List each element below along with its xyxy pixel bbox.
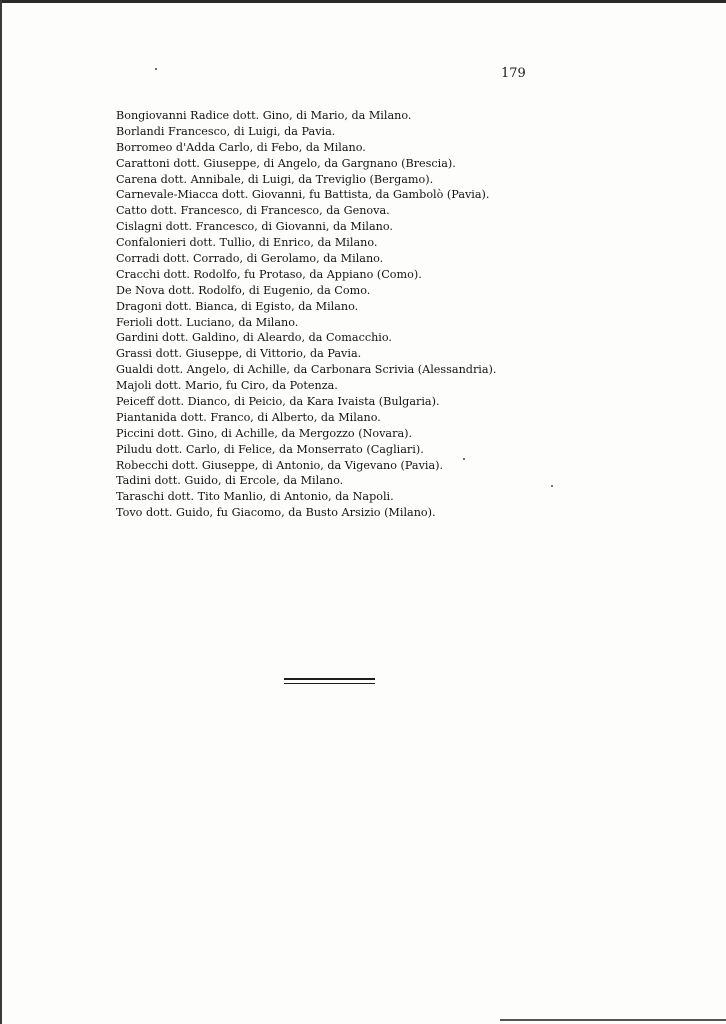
scan-border-bottom	[500, 1019, 726, 1021]
list-item: Gardini dott. Galdino, di Aleardo, da Comacchio.	[116, 331, 392, 345]
list-item: Carattoni dott. Giuseppe, di Angelo, da Gargnano (Brescia).	[116, 156, 456, 170]
list-item: Majoli dott. Mario, fu Ciro, da Potenza.	[116, 379, 338, 393]
list-item: Bongiovanni Radice dott. Gino, di Mario, da Milano.	[116, 109, 412, 122]
scan-border-left	[0, 0, 2, 1024]
list-item: Dragoni dott. Bianca, di Egisto, da Milano.	[116, 299, 359, 313]
list-item: De Nova dott. Rodolfo, di Eugenio, da Como.	[116, 283, 371, 297]
list-item: Piantanida dott. Franco, di Alberto, da Milano.	[116, 410, 381, 424]
list-item: Catto dott. Francesco, di Francesco, da Genova.	[116, 204, 390, 218]
list-item: Gualdi dott. Angelo, di Achille, da Carbonara Scrivia (Alessandria).	[116, 363, 497, 377]
section-divider-rule	[284, 683, 375, 684]
scan-border-top	[0, 0, 726, 3]
list-item: Ferioli dott. Luciano, da Milano.	[116, 315, 299, 329]
section-divider-rule	[284, 678, 375, 680]
list-item: Robecchi dott. Giuseppe, di Antonio, da Vigevano (Pavia).	[116, 458, 444, 472]
list-item: Corradi dott. Corrado, di Gerolamo, da Milano.	[116, 252, 384, 266]
list-item: Piludu dott. Carlo, di Felice, da Monserrato (Cagliari).	[116, 442, 424, 456]
scan-speck	[155, 68, 157, 70]
list-item: Cracchi dott. Rodolfo, fu Protaso, da Appiano (Como).	[116, 267, 422, 281]
list-item: Cislagni dott. Francesco, di Giovanni, da Milano.	[116, 220, 393, 234]
list-item: Taraschi dott. Tito Manlio, di Antonio, da Napoli.	[116, 490, 394, 504]
scan-speck	[551, 485, 553, 487]
list-item: Grassi dott. Giuseppe, di Vittorio, da Pavia.	[116, 347, 362, 361]
page-number: 179	[501, 66, 526, 81]
list-item: Borlandi Francesco, di Luigi, da Pavia.	[116, 124, 336, 138]
list-item: Tadini dott. Guido, di Ercole, da Milano.	[116, 474, 344, 488]
list-item: Carena dott. Annibale, di Luigi, da Treviglio (Bergamo).	[116, 172, 434, 186]
name-list	[116, 108, 496, 521]
list-item: Piccini dott. Gino, di Achille, da Mergozzo (Novara).	[116, 426, 413, 440]
list-item: Peiceff dott. Dianco, di Peicio, da Kara Ivaista (Bulgaria).	[116, 395, 440, 409]
list-item: Borromeo d'Adda Carlo, di Febo, da Milano.	[116, 140, 366, 154]
list-item: Carnevale-Miacca dott. Giovanni, fu Battista, da Gambolò (Pavia).	[116, 188, 490, 202]
list-item: Tovo dott. Guido, fu Giacomo, da Busto Arsizio (Milano).	[116, 506, 436, 520]
list-item: Confalonieri dott. Tullio, di Enrico, da Milano.	[116, 236, 378, 250]
